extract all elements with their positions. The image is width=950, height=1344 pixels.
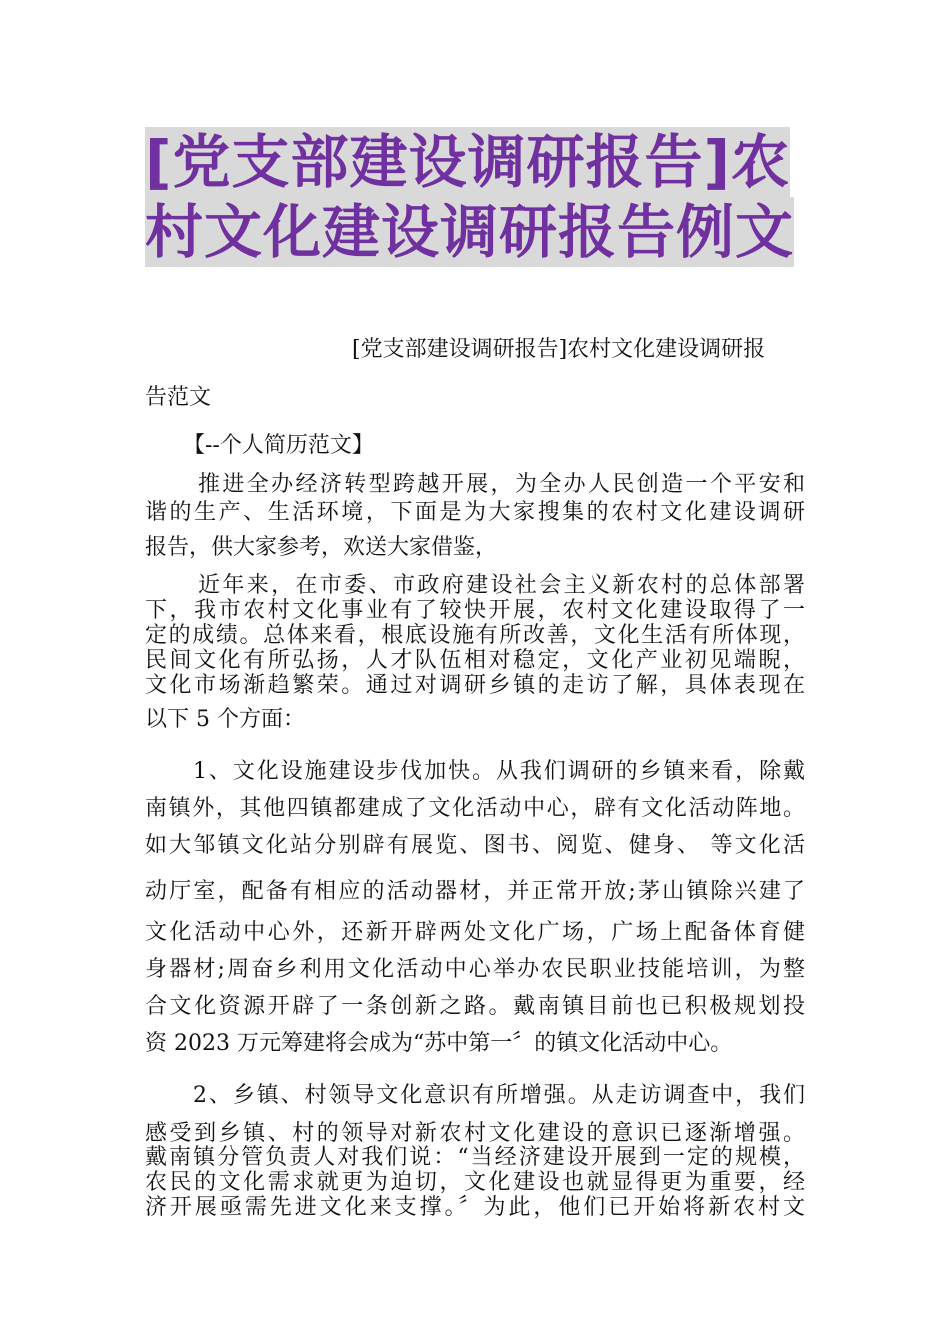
subtitle-line-2: 告范文 <box>145 385 212 410</box>
intro-line-2: 谐的生产、生活环境，下面是为大家搜集的农村文化建设调研 <box>145 500 805 525</box>
resume-tag: 【--个人简历范文】 <box>183 433 374 458</box>
paragraph1-line-3: 定的成绩。总体来看，根底设施有所改善，文化生活有所体现， <box>145 623 805 648</box>
document-title-line-1: [党支部建设调研报告]农 <box>145 128 791 196</box>
item2-line-5: 济开展亟需先进文化来支撑。〞为此，他们已开始将新农村文 <box>145 1195 805 1220</box>
paragraph1-line-1: 近年来，在市委、市政府建设社会主义新农村的总体部署 <box>198 573 805 598</box>
item1-line-5: 文化活动中心外，还新开辟两处文化广场，广场上配备体育健 <box>145 920 805 945</box>
item1-line-1: 1、文化设施建设步伐加快。从我们调研的乡镇来看，除戴 <box>193 759 805 784</box>
document-title-line-2: 村文化建设调研报告例文 <box>145 198 795 266</box>
item2-line-2: 感受到乡镇、村的领导对新农村文化建设的意识已逐渐增强。 <box>145 1121 805 1146</box>
item1-line-4: 动厅室，配备有相应的活动器材，并正常开放;茅山镇除兴建了 <box>145 879 805 904</box>
paragraph1-line-2: 下，我市农村文化事业有了较快开展，农村文化建设取得了一 <box>145 598 805 623</box>
paragraph1-line-4: 民间文化有所弘扬，人才队伍相对稳定，文化产业初见端睨， <box>145 648 805 673</box>
intro-line-1: 推进全办经济转型跨越开展，为全办人民创造一个平安和 <box>198 472 805 497</box>
item1-line-7: 合文化资源开辟了一条创新之路。戴南镇目前也已积极规划投 <box>145 994 805 1019</box>
item1-line-2: 南镇外，其他四镇都建成了文化活动中心，辟有文化活动阵地。 <box>145 796 805 821</box>
item2-line-1: 2、乡镇、村领导文化意识有所增强。从走访调查中，我们 <box>193 1083 805 1108</box>
item1-line-3: 如大邹镇文化站分别辟有展览、图书、阅览、健身、 等文化活 <box>145 833 805 858</box>
item2-line-3: 戴南镇分管负责人对我们说：“当经济建设开展到一定的规模， <box>145 1145 805 1170</box>
paragraph1-line-5: 文化市场渐趋繁荣。通过对调研乡镇的走访了解，具体表现在 <box>145 673 805 698</box>
intro-line-3: 报告，供大家参考，欢送大家借鉴， <box>145 535 498 560</box>
item2-line-4: 农民的文化需求就更为迫切，文化建设也就显得更为重要，经 <box>145 1170 805 1195</box>
paragraph1-line-6: 以下 5 个方面： <box>145 707 305 732</box>
item1-line-8: 资 2023 万元筹建将会成为“苏中第一〞的镇文化活动中心。 <box>145 1031 733 1056</box>
subtitle-line-1: [党支部建设调研报告]农村文化建设调研报 <box>352 337 766 362</box>
item1-line-6: 身器材;周奋乡利用文化活动中心举办农民职业技能培训，为整 <box>145 957 805 982</box>
